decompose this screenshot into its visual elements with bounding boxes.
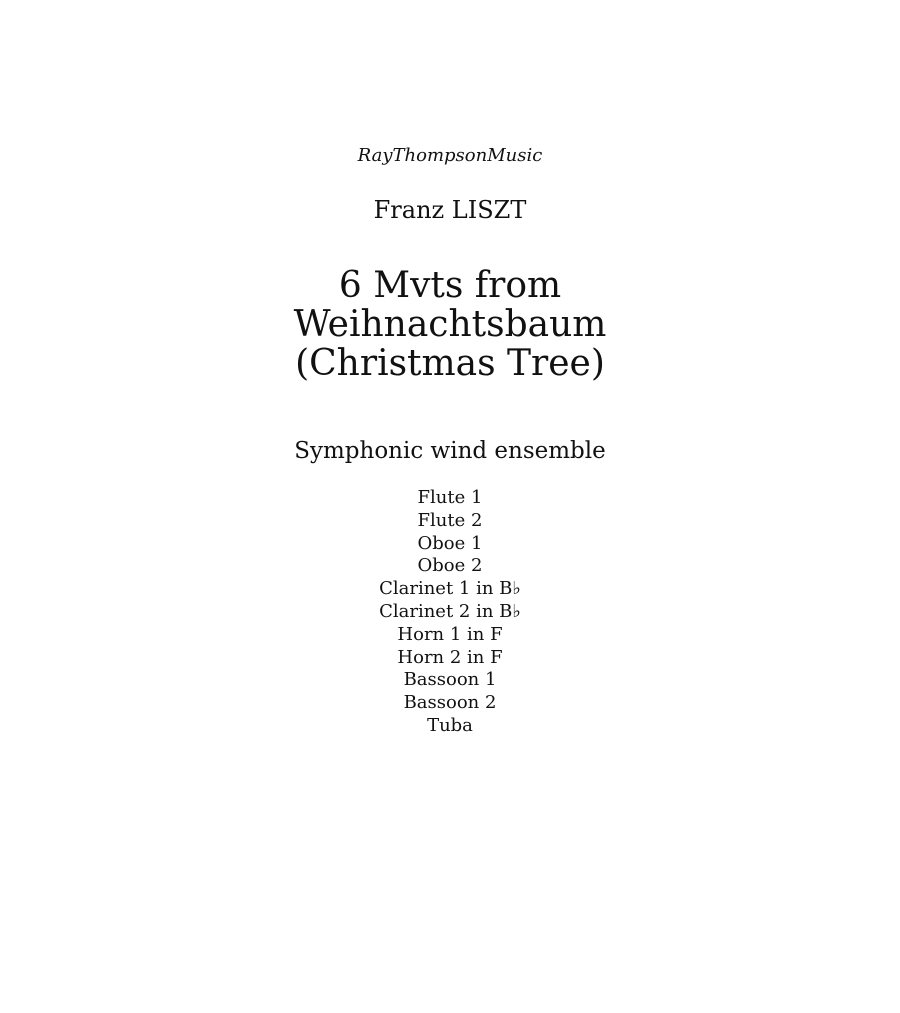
instrument-item: Clarinet 2 in B♭ — [379, 600, 521, 622]
title-line: Weihnachtsbaum — [293, 304, 607, 345]
instrument-item: Horn 2 in F — [397, 646, 503, 668]
ensemble-name: Symphonic wind ensemble — [294, 438, 606, 464]
instrument-item: Clarinet 1 in B♭ — [379, 578, 521, 600]
composer-name: Franz LISZT — [373, 196, 527, 224]
instrument-item: Flute 1 — [417, 487, 483, 508]
publisher-name: RayThompsonMusic — [357, 145, 543, 166]
work-title — [0, 266, 900, 383]
title-line: 6 Mvts from — [338, 265, 562, 306]
instrument-item: Horn 1 in F — [397, 623, 503, 645]
title-line: (Christmas Tree) — [295, 343, 605, 384]
instrument-item: Flute 2 — [417, 509, 483, 531]
instrument-item: Tuba — [427, 714, 473, 736]
instrument-list — [0, 487, 900, 738]
instrument-item: Oboe 1 — [417, 532, 483, 554]
instrument-item: Bassoon 2 — [403, 692, 497, 714]
instrument-item: Bassoon 1 — [403, 669, 497, 691]
instrument-item: Oboe 2 — [417, 555, 483, 577]
